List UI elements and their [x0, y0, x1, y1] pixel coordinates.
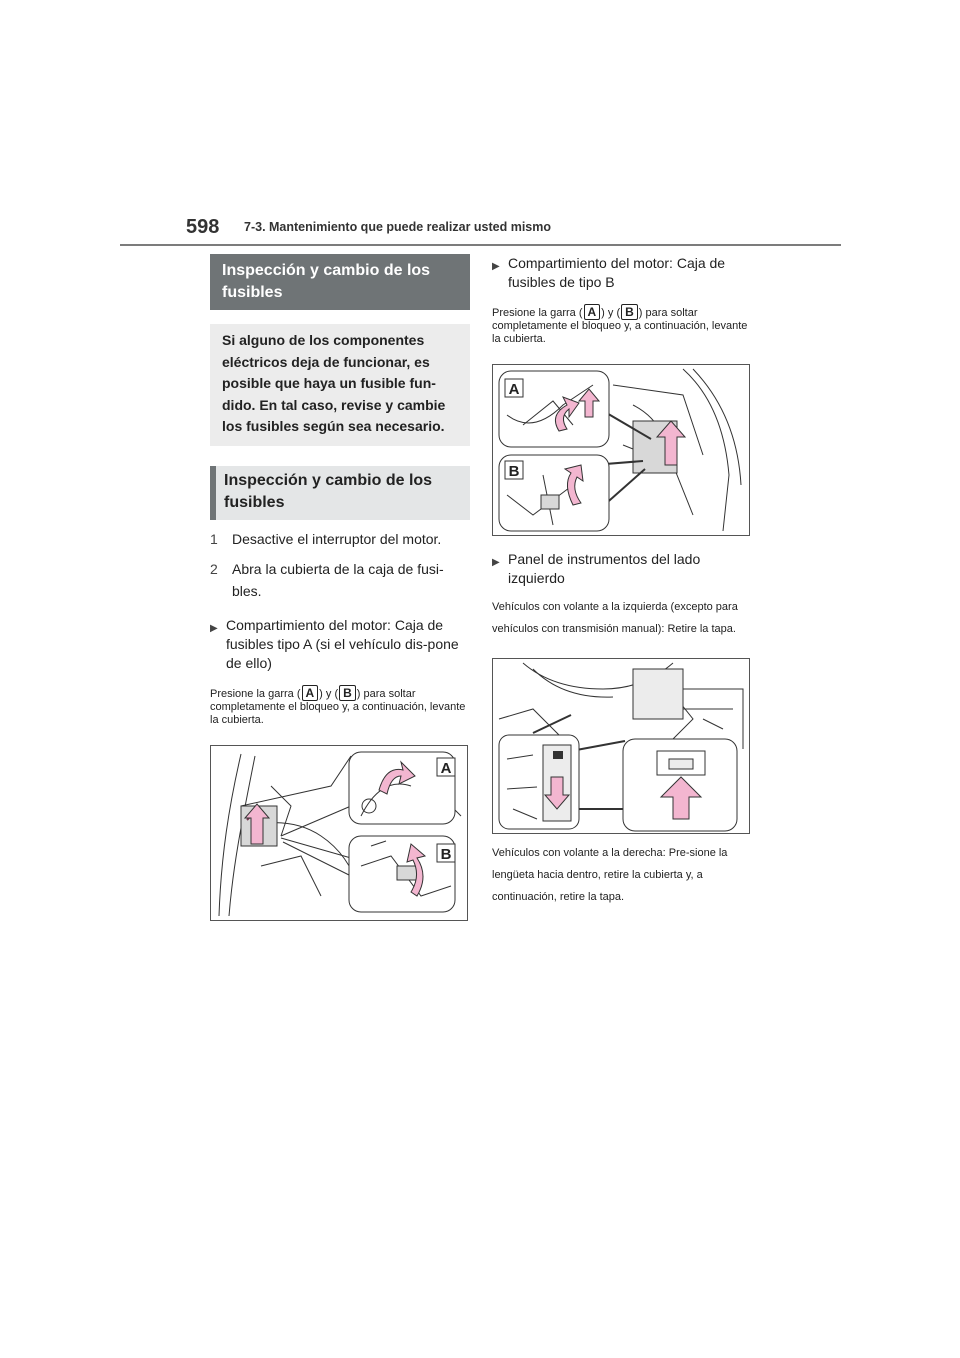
instrument-panel-illustration	[492, 658, 750, 834]
note-text: ) para soltar completamente el bloqueo y, a continuación, levante la cubierta.	[492, 307, 748, 345]
left-column	[210, 254, 470, 921]
bullet-fusebox-a	[210, 616, 470, 673]
figure-label-a: A	[440, 759, 452, 777]
bullet-text: Panel de instrumentos del lado izquierdo	[508, 551, 701, 586]
triangle-bullet-icon: ▶	[492, 261, 500, 272]
step-1	[210, 528, 470, 550]
triangle-bullet-icon: ▶	[492, 557, 500, 568]
header-divider	[120, 244, 841, 246]
note-fusebox-b	[492, 304, 750, 346]
step-number: 2	[210, 560, 218, 577]
summary-box: Si alguno de los componentes eléctricos deja de funcionar, es posible que haya un fusible fun-dido. En tal caso, revise y cambie los fusibles según sea necesario.	[210, 324, 470, 446]
label-b-tag: B	[621, 304, 638, 320]
note-text: Presione la garra (	[210, 687, 301, 700]
step-text: Desactive el interruptor del motor.	[232, 530, 442, 547]
bullet-instrument-panel	[492, 550, 750, 588]
note-right-hand-drive: Vehículos con volante a la derecha: Pre-sione la lengüeta hacia dentro, retire la cubierta y, a continuación, retire la tapa.	[492, 847, 728, 903]
label-a-tag: A	[584, 304, 601, 320]
note-text: ) y (	[601, 307, 621, 319]
section-banner: Inspección y cambio de los fusibles	[210, 254, 470, 310]
note-text: Presione la garra (	[492, 307, 583, 319]
figure-label-b: B	[440, 845, 452, 863]
note-fusebox-a	[210, 685, 470, 727]
figure-label-b: B	[508, 463, 520, 480]
bullet-text: Compartimiento del motor: Caja de fusibles de tipo B	[508, 255, 726, 290]
engine-fusebox-b-illustration	[492, 364, 750, 536]
note-text: ) para soltar completamente el bloqueo y, a continuación, levante la cubierta.	[210, 687, 466, 726]
step-2	[210, 558, 470, 602]
triangle-bullet-icon: ▶	[210, 622, 218, 634]
section-title: 7-3. Mantenimiento que puede realizar usted mismo	[244, 220, 552, 234]
right-column	[492, 254, 750, 908]
note-left-hand-drive: Vehículos con volante a la izquierda (excepto para vehículos con transmisión manual): Retire la tapa.	[492, 601, 738, 635]
step-text: Abra la cubierta de la caja de fusi-bles.	[232, 560, 444, 599]
bullet-text: Compartimiento del motor: Caja de fusibles tipo A (si el vehículo dis-pone de ello)	[226, 616, 459, 671]
page-number: 598	[186, 216, 220, 238]
note-text: ) y (	[319, 687, 339, 700]
bullet-fusebox-b	[492, 254, 750, 292]
figure-label-a: A	[508, 381, 520, 398]
subheading: Inspección y cambio de los fusibles	[210, 466, 470, 520]
label-a-tag: A	[302, 685, 319, 701]
engine-fusebox-a-illustration	[210, 745, 468, 921]
label-b-tag: B	[339, 685, 356, 701]
step-number: 1	[210, 530, 218, 547]
